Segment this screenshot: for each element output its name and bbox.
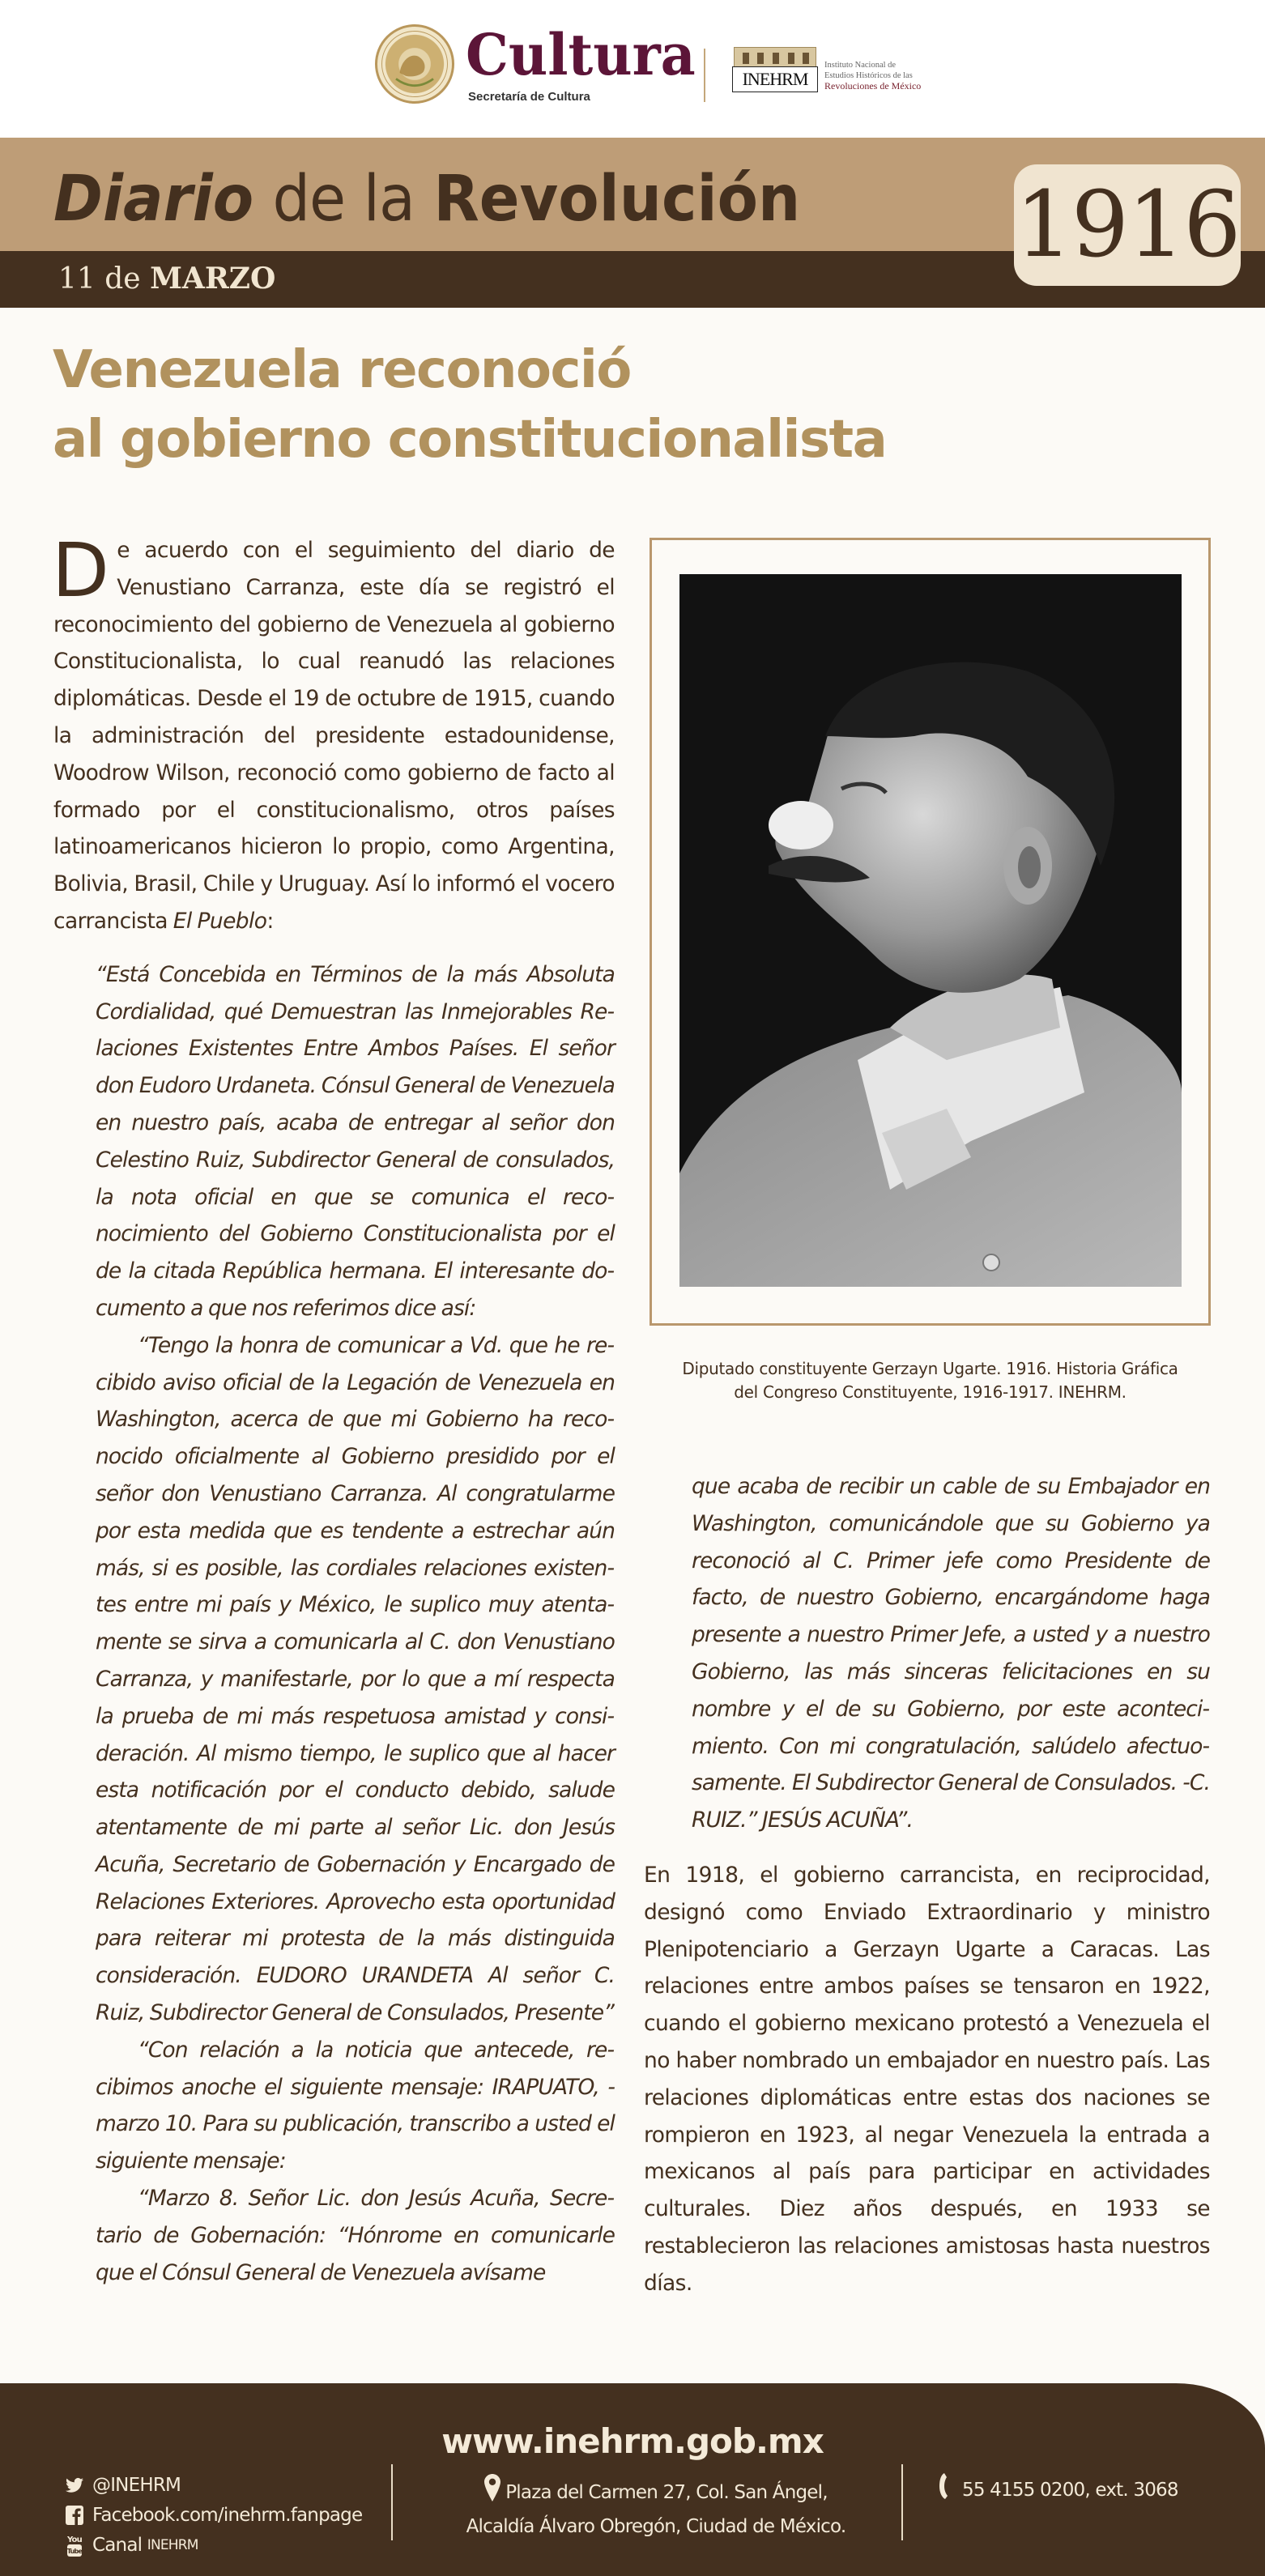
portrait-photo	[679, 574, 1182, 1287]
quote-paragraph-2: “Tengo la honra de comunicar a Vd. que he recibido aviso oficial de la Legación de Venezuela en Washington, acerca de que mi Gobierno ha reconocido oficialmente al Gobierno presidido por el señor don Venustiano Carranza. Al congratularme por esta medida que es tendente a estrechar aún más, si es posible, las cordiales relaciones existentes entre mi país y México, le suplico muy atentamente se sirva a comunicarla al C. don Venustiano Carranza, y manifestarle, por lo que a mí respecta la prueba de mi más respetuosa amistad y consideración. Al mismo tiempo, le suplico que al hacer esta notificación por el conducto debido, salude atentamente de mi parte al señor Lic. don Jesús Acuña, Secretario de Gobernación y Encargado de Relaciones Exteriores. Aprovecho esta oportunidad para reiterar mi protesta de la más distinguida consideración. EUDORO URANDETA Al señor C. Ruiz, Subdirector General de Consulados, Presente”	[96, 1332, 615, 2026]
closing-paragraph: En 1918, el gobierno carrancista, en reciprocidad, designó como Enviado Extraordinario y ministro Plenipotenciario a Gerzayn Ugarte a Caracas. Las relaciones entre ambos países se tensaron en 1922, cuando el gobierno mexicano protestó a Venezuela el no haber nombrado un embajador en nuestro país. Las relaciones diplomáticas entre estas dos naciones se rompieron en 1923, al negar Venezuela la entrada a mexicanos al país para participar en actividades culturales. Diez años después, en 1933 se restablecieron las relaciones amistosas hasta nuestros días.	[644, 1862, 1210, 2296]
title-word-diario: Diario	[53, 163, 254, 236]
article-left-column	[52, 527, 615, 2291]
address-line-1-row	[429, 2474, 883, 2511]
inehrm-name-line: Instituto Nacional de	[824, 61, 897, 70]
quote-paragraph-4-continued: que acaba de recibir un cable de su Embajador en Washington, comunicándole que su Gobierno ya reconoció al C. Primer jefe como Presidente de facto, de nuestro Gobierno, encargándome haga presente a nuestro Primer Jefe, a usted y a nuestro Gobierno, las más sinceras felicitaciones en su nombre y el de su Gobierno, por este acontecimiento. Con mi congratulación, salúdelo afectuosamente. El Subdirector General de Consulados. -C. RUIZ.” JESÚS ACUÑA”.	[692, 1474, 1210, 1833]
drop-cap: D	[52, 527, 109, 614]
date-day: 11 de	[58, 262, 141, 296]
facebook-url: Facebook.com/inehrm.fanpage	[92, 2504, 363, 2526]
seal-graphic	[377, 27, 452, 101]
social-links	[65, 2470, 362, 2560]
logo-divider	[704, 49, 705, 102]
headline-line-1: Venezuela reconoció	[53, 340, 631, 400]
phone-icon	[939, 2473, 954, 2504]
address-block	[429, 2474, 883, 2542]
caption-line-1: Diputado constituyente Gerzayn Ugarte. 1916. Historia Gráfica	[682, 1359, 1178, 1378]
youtube-link[interactable]	[65, 2530, 362, 2560]
youtube-icon	[65, 2536, 84, 2555]
intro-end: :	[266, 908, 274, 934]
twitter-icon	[65, 2476, 84, 2495]
youtube-channel-name: INEHRM	[147, 2536, 198, 2553]
portrait-illustration	[679, 574, 1182, 1287]
issue-date	[58, 258, 275, 300]
photo-frame	[650, 538, 1211, 1326]
inehrm-logo	[732, 47, 818, 92]
inehrm-full-name	[824, 60, 921, 92]
svg-text:Tube: Tube	[66, 2547, 83, 2555]
intro-text: e acuerdo con el seguimiento del diario de Venustiano Carranza, este día se registró el reconocimiento del gobierno de Venezuela al gobierno Constitucionalista, lo cual reanudó las relaciones diplomáticas. Desde el 19 de octubre de 1915, cuando la administración del presidente estadounidense, Woodrow Wilson, reconoció como gobierno de facto al formado por el constitucionalismo, otros países latinoamericanos hicieron lo propio, como Argentina, Bolivia, Brasil, Chile y Uruguay. Así lo informó el vocero carrancista	[53, 538, 615, 934]
footer-divider	[901, 2464, 903, 2540]
facebook-icon	[65, 2506, 84, 2525]
phone-number[interactable]: 55 4155 0200, ext. 3068	[962, 2480, 1178, 2501]
inehrm-name-line: Estudios Históricos de las	[824, 71, 913, 80]
website-link[interactable]: www.inehrm.gob.mx	[441, 2421, 824, 2461]
photo-caption	[650, 1357, 1211, 1404]
inehrm-acronym: INEHRM	[732, 66, 818, 92]
svg-text:You: You	[67, 2535, 82, 2544]
year-badge: 1916	[1014, 164, 1241, 286]
intro-paragraph	[52, 527, 615, 940]
quote-paragraph-1: “Está Concebida en Términos de la más Absoluta Cordialidad, qué Demuestran las Inmejorables Relaciones Existentes Entre Ambos Países. El señor don Eudoro Urdaneta. Cónsul General de Venezuela en nuestro país, acaba de entregar al señor don Celestino Ruiz, Subdirector General de consulados, la nota oficial en que se comunica el reconocimiento del Gobierno Constitucionalista por el de la citada República hermana. El interesante documento a que nos referimos dice así:	[96, 961, 615, 1321]
phone-block	[939, 2473, 1178, 2504]
inehrm-name-line: Revoluciones de México	[824, 80, 922, 92]
caption-line-2: del Congreso Constituyente, 1916-1917. INEHRM.	[734, 1382, 1127, 1402]
twitter-link[interactable]	[65, 2470, 362, 2500]
twitter-handle: @INEHRM	[92, 2474, 181, 2496]
publication-title	[53, 159, 800, 240]
quote-paragraph-4: “Marzo 8. Señor Lic. don Jesús Acuña, Secretario de Gobernación: “Hónrome en comunicarle que el Cónsul General de Venezuela avísame	[96, 2186, 615, 2285]
address-line-1: Plaza del Carmen 27, Col. San Ángel,	[505, 2482, 828, 2503]
date-month: MARZO	[150, 262, 276, 296]
facebook-link[interactable]	[65, 2500, 362, 2530]
article-headline	[53, 335, 1105, 475]
address-line-2: Alcaldía Álvaro Obregón, Ciudad de México.	[466, 2516, 846, 2537]
quote-paragraph-3: “Con relación a la noticia que antecede, recibimos anoche el siguiente mensaje: IRAPUATO, -marzo 10. Para su publicación, transcribo a usted el siguiente mensaje:	[96, 2037, 615, 2174]
footer-divider	[391, 2464, 393, 2540]
mexico-coat-of-arms-logo	[375, 24, 454, 104]
youtube-channel-prefix: Canal	[92, 2534, 143, 2556]
title-word-de-la: de la	[272, 163, 415, 236]
article-right-column	[644, 1468, 1210, 2302]
title-word-revolucion: Revolución	[433, 163, 801, 236]
cultura-logo-title: Cultura	[466, 21, 696, 88]
newspaper-name: El Pueblo	[172, 908, 267, 934]
cultura-logo-subtitle: Secretaría de Cultura	[468, 90, 590, 104]
logo-bar	[0, 0, 1265, 138]
headline-line-2: al gobierno constitucionalista	[53, 410, 887, 470]
location-pin-icon	[484, 2474, 500, 2511]
